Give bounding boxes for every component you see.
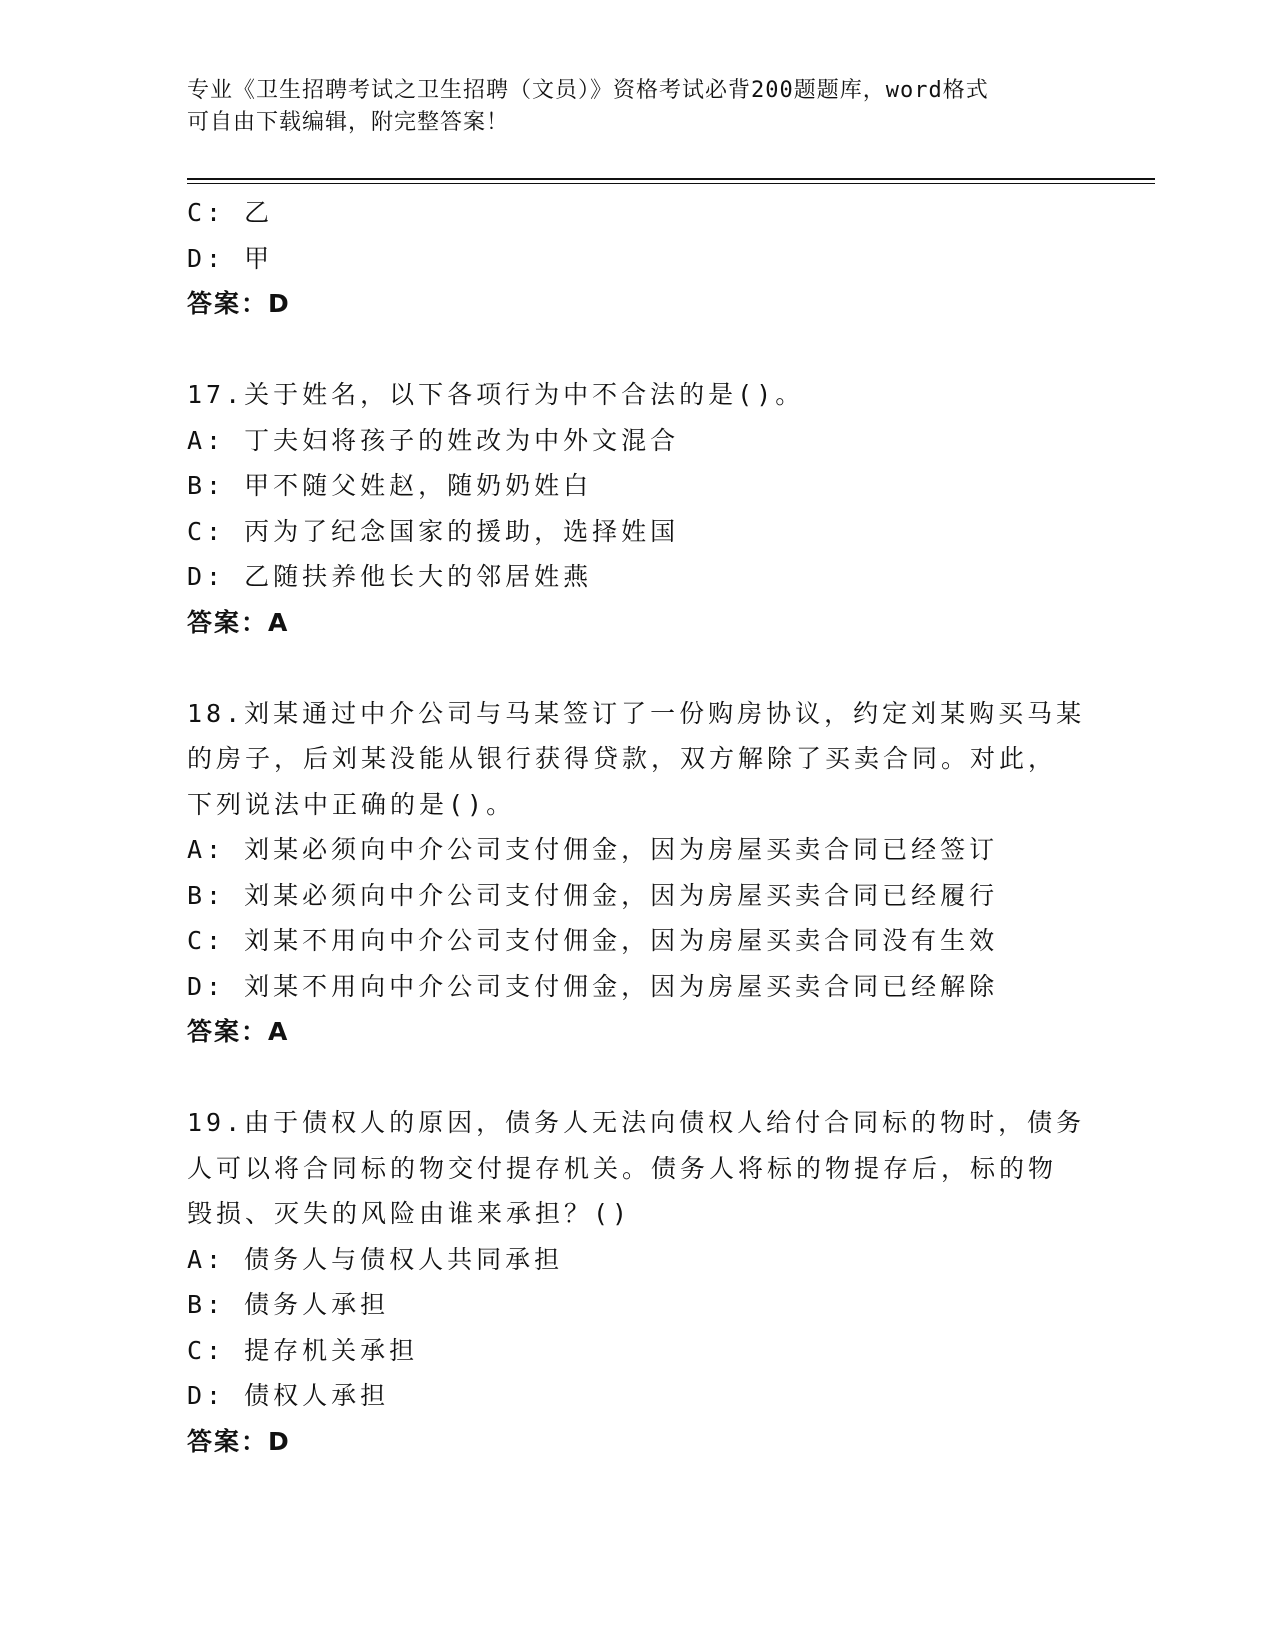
option-a: A: 债务人与债权人共同承担 <box>187 1244 564 1274</box>
question-stem: 17.关于姓名，以下各项行为中不合法的是()。 <box>187 380 805 409</box>
option-d: D: 乙随扶养他长大的邻居姓燕 <box>187 562 593 591</box>
question-stem: 下列说法中正确的是()。 <box>187 789 516 819</box>
option-c: C: 刘某不用向中介公司支付佣金，因为房屋买卖合同没有生效 <box>187 926 999 955</box>
question-stem: 人可以将合同标的物交付提存机关。债务人将标的物提存后，标的物 <box>187 1153 1058 1183</box>
header-divider-thick <box>187 178 1155 180</box>
question-stem: 18.刘某通过中介公司与马某签订了一份购房协议，约定刘某购买马某 <box>187 698 1086 728</box>
option-b: B: 甲不随父姓赵，随奶奶姓白 <box>187 471 593 500</box>
option-c: C: 乙 <box>187 198 274 227</box>
option-b: B: 刘某必须向中介公司支付佣金，因为房屋买卖合同已经履行 <box>187 880 999 910</box>
answer-line: 答案：D <box>187 289 291 318</box>
question-19 <box>187 1100 1087 1464</box>
question-gap <box>187 327 1087 373</box>
option-d: D: 甲 <box>187 243 274 273</box>
question-stem: 的房子，后刘某没能从银行获得贷款，双方解除了买卖合同。对此， <box>187 744 1058 773</box>
header-title-line-2: 可自由下载编辑，附完整答案！ <box>187 110 510 135</box>
question-stem: 毁损、灭失的风险由谁来承担？() <box>187 1199 632 1228</box>
option-a: A: 丁夫妇将孩子的姓改为中外文混合 <box>187 425 680 455</box>
question-17 <box>187 372 1087 645</box>
header-divider-thin <box>187 183 1155 184</box>
page-header <box>187 75 1067 139</box>
question-gap <box>187 645 1087 691</box>
question-list <box>187 190 1087 1464</box>
option-c: C: 提存机关承担 <box>187 1335 419 1365</box>
answer-line: 答案：A <box>187 1017 290 1046</box>
question-stem: 19.由于债权人的原因，债务人无法向债权人给付合同标的物时，债务 <box>187 1108 1086 1137</box>
previous-question-continuation <box>187 190 1087 327</box>
option-b: B: 债务人承担 <box>187 1290 390 1319</box>
answer-line: 答案：A <box>187 607 290 637</box>
answer-line: 答案：D <box>187 1426 291 1456</box>
option-d: D: 刘某不用向中介公司支付佣金，因为房屋买卖合同已经解除 <box>187 971 999 1001</box>
header-title-line-1: 专业《卫生招聘考试之卫生招聘（文员）》资格考试必背200题题库，word格式 <box>187 78 989 103</box>
option-d: D: 债权人承担 <box>187 1381 390 1410</box>
option-c: C: 丙为了纪念国家的援助，选择姓国 <box>187 516 680 546</box>
question-18 <box>187 691 1087 1055</box>
option-a: A: 刘某必须向中介公司支付佣金，因为房屋买卖合同已经签订 <box>187 835 999 864</box>
question-gap <box>187 1055 1087 1101</box>
